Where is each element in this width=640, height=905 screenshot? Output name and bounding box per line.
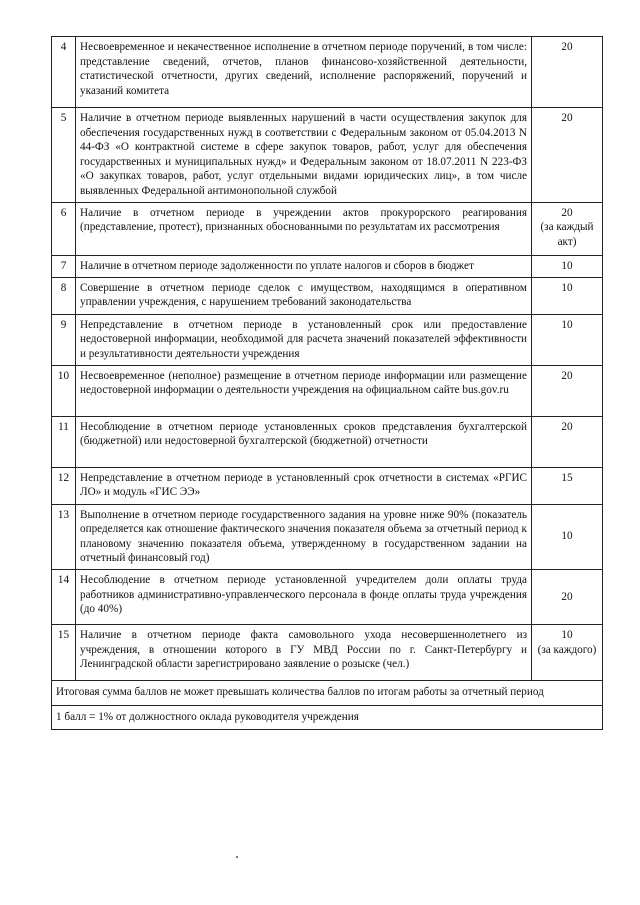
footer-note-total: Итоговая сумма баллов не может превышать количества баллов по итогам работы за отчетный период	[52, 680, 603, 705]
criterion-text: Выполнение в отчетном периоде государственного задания на уровне ниже 90% (показатель определяется как отношение фактического значения показателя объема за отчетный период к плановому значению показателя объема, утвержденному в государственном задании на отчетный финансовый год)	[76, 504, 532, 569]
criterion-text: Несвоевременное (неполное) размещение в отчетном периоде информации или размещение недостоверной информации о деятельности учреждения на официальном сайте bus.gov.ru	[76, 365, 532, 416]
table-row	[52, 705, 603, 730]
score-cell	[532, 569, 603, 624]
score-value: 20	[561, 590, 573, 603]
score-cell	[532, 504, 603, 569]
score-value: 10	[561, 281, 573, 294]
criterion-text: Наличие в отчетном периоде задолженности по уплате налогов и сборов в бюджет	[76, 255, 532, 277]
criterion-text: Несвоевременное и некачественное исполнение в отчетном периоде поручений, в том числе: представление сведений, отчетов, планов финансово-хозяйственной деятельности, статистической отчетности, других сведений, исполнение распоряжений, поручений и указаний комитета	[76, 37, 532, 108]
criterion-text: Совершение в отчетном периоде сделок с имуществом, находящимся в оперативном управлении учреждения, с нарушением требований законодательства	[76, 277, 532, 314]
criterion-text: Наличие в отчетном периоде в учреждении актов прокурорского реагирования (представление, протест), признанных обоснованными по результатам их рассмотрения	[76, 202, 532, 255]
row-number: 4	[52, 37, 76, 108]
table-row	[52, 255, 603, 277]
row-number: 8	[52, 277, 76, 314]
score-note: (за каждый акт)	[540, 221, 594, 248]
score-value: 20	[561, 420, 573, 433]
row-number: 15	[52, 624, 76, 680]
row-number: 9	[52, 314, 76, 365]
table-row	[52, 108, 603, 203]
table-row	[52, 467, 603, 504]
score-cell	[532, 467, 603, 504]
table-row	[52, 680, 603, 705]
score-note: (за каждого)	[537, 643, 597, 656]
score-value: 10	[561, 530, 573, 543]
score-value: 20	[561, 41, 573, 53]
criterion-text: Непредставление в отчетном периоде в установленный срок или предоставление недостоверной информации, необходимой для расчета значений показателей эффективности и результативности деятельности учреждения	[76, 314, 532, 365]
criterion-text: Наличие в отчетном периоде факта самовольного ухода несовершеннолетнего из учреждения, в отношении которого в ГУ МВД России по г. Санкт-Петербургу и Ленинградской области зарегистрировано заявление о розыске (чел.)	[76, 624, 532, 680]
score-value: 20	[561, 206, 573, 219]
score-value: 15	[561, 471, 573, 484]
row-number: 13	[52, 504, 76, 569]
page-speck	[236, 856, 238, 858]
table-row	[52, 365, 603, 416]
table-row	[52, 314, 603, 365]
row-number: 11	[52, 416, 76, 467]
score-value: 10	[561, 628, 573, 641]
table-row	[52, 624, 603, 680]
table-row	[52, 37, 603, 108]
criterion-text: Непредставление в отчетном периоде в установленный срок отчетности в системах «РГИС ЛО» и модуль «ГИС ЭЭ»	[76, 467, 532, 504]
row-number: 7	[52, 255, 76, 277]
score-cell	[532, 37, 603, 108]
footer-note-point-value: 1 балл = 1% от должностного оклада руководителя учреждения	[52, 705, 603, 730]
row-number: 5	[52, 108, 76, 203]
table-row	[52, 277, 603, 314]
score-value: 10	[561, 259, 573, 272]
criterion-text: Несоблюдение в отчетном периоде установленной учредителем доли оплаты труда работников административно-управленческого персонала в фонде оплаты труда учреждения (до 40%)	[76, 569, 532, 624]
score-cell	[532, 314, 603, 365]
penalty-criteria-table	[51, 36, 603, 730]
criterion-text: Несоблюдение в отчетном периоде установленных сроков представления бухгалтерской (бюджетной) или недостоверной бухгалтерской (бюджетной) отчетности	[76, 416, 532, 467]
row-number: 6	[52, 202, 76, 255]
table-row	[52, 416, 603, 467]
row-number: 10	[52, 365, 76, 416]
row-number: 14	[52, 569, 76, 624]
score-cell	[532, 202, 603, 255]
score-value: 20	[561, 112, 573, 124]
document-page	[51, 36, 603, 730]
score-cell	[532, 108, 603, 203]
criterion-text: Наличие в отчетном периоде выявленных нарушений в части осуществления закупок для обеспечения государственных нужд в соответствии с Федеральным законом от 05.04.2013 N 44-ФЗ «О контрактной системе в сфере закупок товаров, работ, услуг для обеспечения государственных и муниципальных нужд» и Федеральным законом от 18.07.2011 N 223-ФЗ «О закупках товаров, работ, услуг отдельными видами юридических лиц», в том числе выявленных Федеральной антимонопольной службой	[76, 108, 532, 203]
score-cell	[532, 255, 603, 277]
table-row	[52, 569, 603, 624]
row-number: 12	[52, 467, 76, 504]
score-cell	[532, 416, 603, 467]
table-row	[52, 202, 603, 255]
score-cell	[532, 624, 603, 680]
score-cell	[532, 277, 603, 314]
score-value: 10	[561, 318, 573, 331]
score-value: 20	[561, 369, 573, 382]
score-cell	[532, 365, 603, 416]
table-row	[52, 504, 603, 569]
